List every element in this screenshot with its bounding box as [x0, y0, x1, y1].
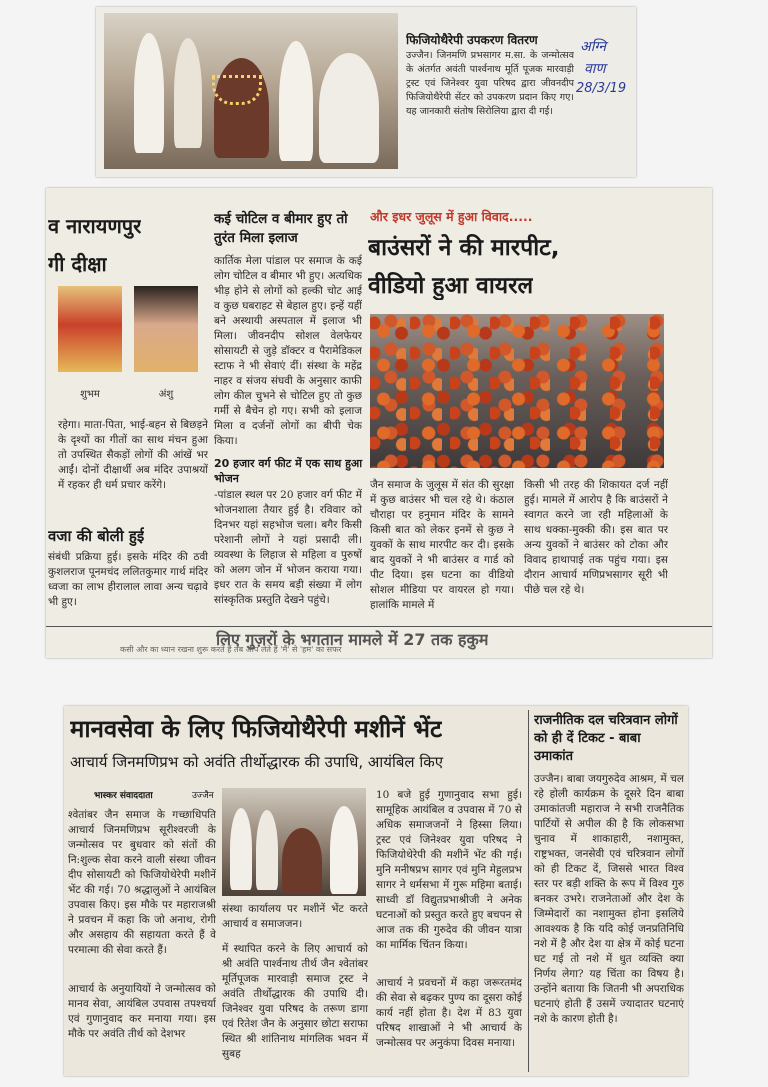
side-headline: राजनीतिक दल चरित्रवान लोगों को ही दें टिकट - बाबा उमाकांत: [534, 713, 678, 764]
byline: भास्कर संवाददाता: [94, 791, 153, 801]
event-photo: [104, 13, 398, 169]
mid-subhead: 20 हजार वर्ग फीट में एक साथ हुआ भोजन: [214, 457, 363, 485]
divider: [46, 626, 712, 627]
caption-shubham: शुभम: [80, 389, 100, 400]
right-headline-2: वीडियो हुआ वायरल: [368, 273, 534, 299]
clip3-subheadline: आचार्य जिनमणिप्रभ को अवंति तीर्थोद्धारक की उपाधि, आयंबिल किए: [70, 753, 444, 771]
vertical-divider: [528, 710, 529, 1072]
procession-crowd-photo: [370, 314, 664, 468]
left-body: रहेगा। माता-पिता, भाई-बहन से बिछड़ने के दृश्यों का गीतों का साथ मंचन हुआ तो उपस्थित सैकड़ों लोगों की आंखें भर आईं। दोनों दीक्षार्थी अब मंदिर उपाश्रयों में रहकर ही धर्म प्रचार करेंगे।: [58, 419, 208, 491]
right-body-1: जैन समाज के जुलूस में संत की सुरक्षा में कुछ बाउंसर भी चल रहे थे। कंठाल चौराहा पर हनुमान मंदिर के सामने किसी बात को लेकर इनमें से कुछ ने युवकों के साथ मारपीट कर दी। इसके बाद युवकों ने भी बाउंसर व गार्ड को पीट दिया। इस घटना का वीडियो सोशल मीडिया पर वायरल हो गया। हालांकि मामले में: [370, 479, 514, 611]
clip3-headline: मानवसेवा के लिए फिजियोथैरेपी मशीनें भेंट: [70, 715, 443, 743]
portrait-anshu: [134, 286, 198, 372]
bottom-strip: लिए गुज़रों के भगतान मामले में 27 तक हकुम: [216, 630, 489, 649]
clipping-jain-procession: [46, 188, 712, 658]
portrait-shubham: [58, 286, 122, 372]
left-body-2: संबंधी प्रक्रिया हुई। इसके मंदिर की ठवी कुशलराज पूनमचंद ललितकुमार गार्थ मंदिर ध्वजा का लाभ हीरालाल लावा अन्य चढ़ावे भी हुए।: [48, 551, 208, 608]
clip1-headline: फिजियोथैरेपी उपकरण वितरण: [406, 33, 538, 47]
caption-anshu: अंशु: [158, 389, 174, 400]
handwritten-source-1: अग्नि: [580, 39, 607, 55]
bottom-strip-2: कसी और का ध्यान रखना शुरू करते हैं तब आप लेते हैं 'मैं' से 'हम' का सफर: [120, 645, 342, 654]
left-subhead: वजा की बोली हुई: [48, 527, 145, 545]
mid-body: कार्तिक मेला पांडाल पर समाज के कई लोग चोटिल व बीमार भी हुए। अत्यधिक भीड़ होने से लोगों को हल्की चोट आई व कुछ घबराहट से बेहाल हुए। इन्हें यहीं बने अस्थायी अस्पताल में इलाज भी मिला। जीवनदीप सोशल वेलफेयर सोसायटी से जुड़े डॉक्टर व पैरामेडिकल स्टाफ ने भी सेवाएं दीं। संस्था के महेंद्र नाहर व संजय संघवी के अनुसार काफी लोग कील चुभने से चोटिल हुए तो कुछ गर्मी से बैचेन हो गए। सभी को इलाज मिला व दर्जनों लोगों का बीपी चेक किया।: [214, 255, 362, 447]
clipping-physio-machines: [64, 706, 688, 1076]
clip3-col2: में स्थापित करने के लिए आचार्य को श्री अवंति पार्श्वनाथ तीर्थ जैन श्वेतांबर मूर्तिपूजक मारवाड़ी समाज ट्रस्ट ने अवंति तीर्थोद्धारक की उपाधि दी। जिनेश्वर युवा परिषद के तरूण डागा एवं रितेश जैन के अनुसार छोटा सराफा स्थित श्री शांतिनाथ मांगलिक भवन में सुबह: [222, 943, 368, 1060]
clip3-col1: श्वेतांबर जैन समाज के गच्छाधिपति आचार्य जिनमणिप्रभ सूरीश्वरजी के जन्मोत्सव पर बुधवार को संतों की नि:शुल्क सेवा करने वाली संस्था जीवन दीप सोसायटी को फिजियोथेरेपी मशीनें भेंट की गई। 70 श्रद्धालुओं ने आयंबिल उपवास किए। इस मौके पर महाराजश्री ने प्रवचन में कहा कि जो अनाथ, रोगी और असहाय की सहायता करते हैं वे परमात्मा की सेवा करते हैं।: [68, 809, 216, 956]
handwritten-date: 28/3/19: [576, 81, 627, 96]
left-headline-1: व नारायणपुर: [48, 214, 142, 238]
mid-body-2: -पांडाल स्थल पर 20 हजार वर्ग फीट में भोजनशाला तैयार हुई है। रविवार को दिनभर यहां सहभोज चला। बगैर किसी परेशानी लोगों ने यहां प्रसादी ली। व्यवस्था के लिहाज से महिला व पुरुषों को अलग जोन में भोजन कराया गया। इधर रात के समय बड़ी संख्या में लोग सांस्कृतिक प्रस्तुति देखने पहुंचे।: [214, 489, 362, 606]
clip3-col3: 10 बजे हुई गुणानुवाद सभा हुई। सामूहिक आयंबिल व उपवास में 70 से अधिक समाजजनों ने हिस्सा लिया। ट्रस्ट एवं जिनेश्वर युवा परिषद ने फिजियोथेरेपी की मशीनें भेंट की गई। मुनि मनीषप्रभ सागर एवं मुनि मेहुलप्रभ सागर ने धर्मसभा में गुरू महिमा बताई। साध्वी डॉ विद्युतप्रभाश्रीजी ने अनेक घटनाओं को प्रस्तुत करते हुए बचपन से आज तक की गुरुदेव की जीवन यात्रा का मार्मिक चिंतन किया।: [376, 789, 522, 951]
machine-donation-photo: [222, 788, 366, 896]
photo-caption: संस्था कार्यालय पर मशीनें भेंट करते आचार्य व समाजजन।: [222, 903, 368, 930]
clip3-col3b: आचार्य ने प्रवचनों में कहा जरूरतमंद की सेवा से बढ़कर पुण्य का दूसरा कोई कार्य नहीं होता है। देश में 83 युवा परिषद शाखाओं ने भी आचार्य के जन्मोत्सव पर अनुकंपा दिवस मनाया।: [376, 977, 522, 1049]
clipping-physio-equipment: [96, 7, 636, 177]
clip1-body: उज्जैन। जिनमणि प्रभसागर म.सा. के जन्मोत्सव के अंतर्गत अवंती पार्श्वनाथ मूर्ति पूजक मारवाड़ी ट्रस्ट एवं जिनेश्वर युवा परिषद द्वारा जीवनदीप फिजियोथैरेपी सेंटर को उपकरण प्रदान किए गए। यह जानकारी संतोष सिरोलिया द्वारा दी गई।: [406, 50, 574, 117]
kicker: और इधर जुलूस में हुआ विवाद.....: [370, 209, 533, 224]
side-body: उज्जैन। बाबा जयगुरुदेव आश्रम, में चल रहे होली कार्यक्रम के दूसरे दिन बाबा उमाकांतजी महाराज ने सभी राजनैतिक पार्टियों से अपील की है कि लोकसभा चुनाव में शाकाहारी, नशामुक्त, राष्ट्रभक्त, जनसेवी एवं चरित्रवान लोगों को ही टिकट दें, जिससे भारत विश्व स्तर पर बड़ी शक्ति के रूप में विश्व गुरु बनकर उभरे। राजनेताओं और देश के जिम्मेदारों का नशामुक्त होना इसलिये आवश्यक है कि यदि कोई जनप्रतिनिधि नशे में है और देश या क्षेत्र में कोई घटना घट गई तो नशे में धुत व्यक्ति क्या निर्णय लेगा? यह चिंता का विषय है। उन्होंने बताया कि जितनी भी अपराधिक घटनाएं होती हैं उसमें ज्यादातर घटनाएं नशे के कारण होती है।: [534, 773, 684, 1025]
left-headline-2: गी दीक्षा: [48, 252, 107, 276]
right-body-2: किसी भी तरह की शिकायत दर्ज नहीं हुई। मामले में आरोप है कि बाउंसरों ने स्वागत करने जा रही महिलाओं के साथ धक्का-मुक्की की। इस बात पर अन्य युवकों ने बाउंसर को टोका और विवाद हाथापाई तक पहुंच गया। इस दौरान आचार्य मणिप्रभसागर सूरी भी पीछे चल रहे थे।: [524, 479, 668, 596]
mid-headline: कई चोटिल व बीमार हुए तो तुरंत मिला इलाज: [214, 211, 348, 246]
clip3-col1b: आचार्य के अनुयायियों ने जन्मोत्सव को मानव सेवा, आयंबिल उपवास तपश्चर्या एवं गुणानुवाद कर मनाया गया। इस मौके पर अवंति तीर्थ को देशभर: [68, 983, 216, 1040]
right-headline-1: बाउंसरों ने की मारपीट,: [368, 235, 560, 261]
dateline: उज्जैन: [192, 791, 214, 801]
handwritten-source-2: वाण: [584, 61, 606, 77]
